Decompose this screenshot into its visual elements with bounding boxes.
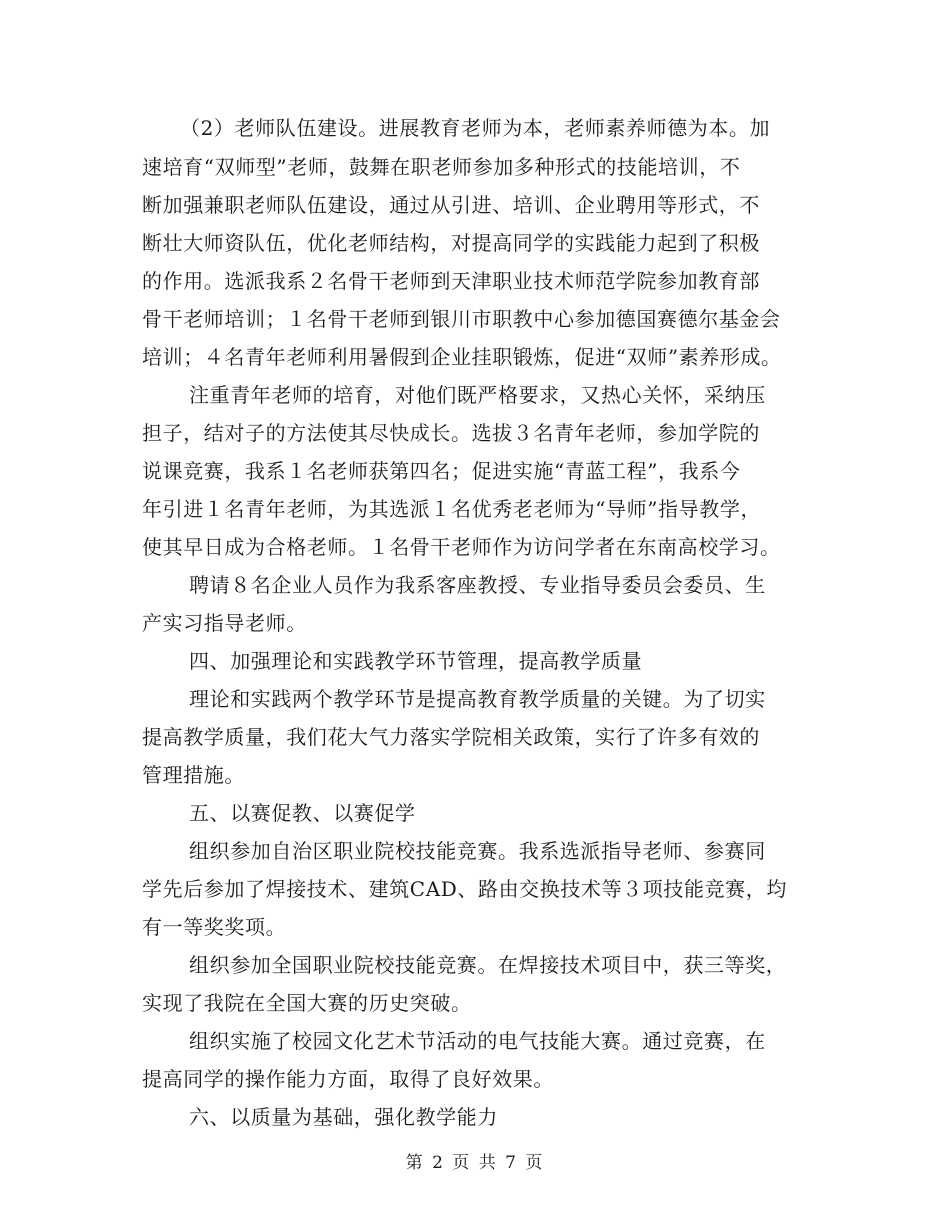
text-line: 使其早日成为合格老师。１名骨干老师作为访问学者在东南高校学习。: [142, 535, 781, 559]
section-heading: 五、以赛促教、以赛促学: [189, 801, 416, 825]
text-line: 实现了我院在全国大赛的历史突破。: [142, 991, 472, 1015]
section-heading: 四、加强理论和实践教学环节管理，提高教学质量: [189, 649, 643, 673]
text-line: 的作用。选派我系２名骨干老师到天津职业技术师范学院参加教育部: [142, 269, 760, 293]
text-line: 理论和实践两个教学环节是提高教育教学质量的关键。为了切实: [189, 687, 766, 711]
text-line: 产实习指导老师。: [142, 611, 307, 635]
text-line: 断加强兼职老师队伍建设，通过从引进、培训、企业聘用等形式，不: [142, 193, 760, 217]
text-line: 断壮大师资队伍，优化老师结构，对提高同学的实践能力起到了积极: [142, 231, 760, 255]
text-line: 组织参加自治区职业院校技能竞赛。我系选派指导老师、参赛同: [189, 839, 766, 863]
text-line: 速培育“双师型”老师，鼓舞在职老师参加多种形式的技能培训，不: [142, 155, 741, 179]
text-line: （2）老师队伍建设。进展教育老师为本，老师素养师德为本。加: [180, 116, 771, 140]
text-line: 骨干老师培训；１名骨干老师到银川市职教中心参加德国赛德尔基金会: [142, 307, 781, 331]
text-line: 提高同学的操作能力方面，取得了良好效果。: [142, 1067, 554, 1091]
text-line: 组织实施了校园文化艺术节活动的电气技能大赛。通过竞赛，在: [189, 1029, 766, 1053]
text-line: 学先后参加了焊接技术、建筑CAD、路由交换技术等３项技能竞赛，均: [142, 877, 787, 901]
page-number-footer: 第 2 页 共 7 页: [405, 1153, 545, 1173]
text-line: 组织参加全国职业院校技能竞赛。在焊接技术项目中，获三等奖，: [189, 953, 787, 977]
text-line: 培训；４名青年老师利用暑假到企业挂职锻炼，促进“双师”素养形成。: [142, 345, 782, 369]
text-line: 注重青年老师的培育，对他们既严格要求，又热心关怀，采纳压: [189, 383, 766, 407]
text-line: 管理措施。: [142, 763, 245, 787]
section-heading: 六、以质量为基础，强化教学能力: [189, 1105, 498, 1129]
text-line: 提高教学质量，我们花大气力落实学院相关政策，实行了许多有效的: [142, 725, 760, 749]
text-line: 担子，结对子的方法使其尽快成长。选拔３名青年老师，参加学院的: [142, 421, 760, 445]
text-line: 有一等奖奖项。: [142, 915, 287, 939]
text-line: 聘请８名企业人员作为我系客座教授、专业指导委员会委员、生: [189, 573, 766, 597]
text-line: 年引进１名青年老师，为其选派１名优秀老老师为“导师”指导教学，: [142, 497, 762, 521]
text-line: 说课竞赛，我系１名老师获第四名；促进实施“青蓝工程”，我系今: [142, 459, 741, 483]
